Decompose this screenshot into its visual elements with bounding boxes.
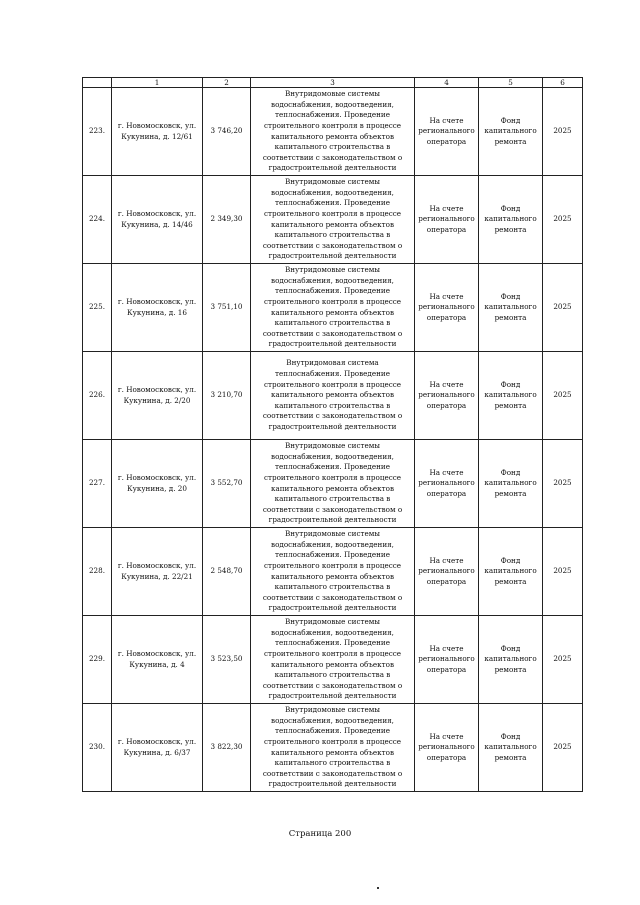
address-cell: г. Новомосковск, ул. Кукунина, д. 20	[112, 440, 203, 528]
account-cell: На счете регионального оператора	[415, 352, 479, 440]
col-header: 3	[251, 78, 415, 88]
year-cell: 2025	[543, 264, 583, 352]
source-cell: Фонд капитального ремонта	[479, 704, 543, 792]
address-cell: г. Новомосковск, ул. Кукунина, д. 4	[112, 616, 203, 704]
area-cell: 2 548,70	[203, 528, 251, 616]
year-cell: 2025	[543, 616, 583, 704]
row-number: 225.	[83, 264, 112, 352]
work-cell: Внутридомовые системы водоснабжения, водоотведения, теплоснабжения. Проведение строительного контроля в процессе капитального ремонта объектов капитального строительства в соответствии с законодательством о градостроительной деятельности	[251, 704, 415, 792]
table-row	[83, 704, 583, 792]
account-cell: На счете регионального оператора	[415, 88, 479, 176]
area-cell: 3 822,30	[203, 704, 251, 792]
table-row	[83, 264, 583, 352]
address-cell: г. Новомосковск, ул. Кукунина, д. 14/46	[112, 176, 203, 264]
header-row	[83, 78, 583, 88]
source-cell: Фонд капитального ремонта	[479, 88, 543, 176]
table-row	[83, 528, 583, 616]
source-cell: Фонд капитального ремонта	[479, 616, 543, 704]
col-header: 2	[203, 78, 251, 88]
col-header: 4	[415, 78, 479, 88]
table-row	[83, 352, 583, 440]
work-cell: Внутридомовые системы водоснабжения, водоотведения, теплоснабжения. Проведение строительного контроля в процессе капитального ремонта объектов капитального строительства в соответствии с законодательством о градостроительной деятельности	[251, 264, 415, 352]
source-cell: Фонд капитального ремонта	[479, 176, 543, 264]
col-header: 5	[479, 78, 543, 88]
address-cell: г. Новомосковск, ул. Кукунина, д. 22/21	[112, 528, 203, 616]
col-header: 6	[543, 78, 583, 88]
area-cell: 3 751,10	[203, 264, 251, 352]
row-number: 224.	[83, 176, 112, 264]
year-cell: 2025	[543, 528, 583, 616]
table-row	[83, 88, 583, 176]
page-number: Страница 200	[288, 829, 352, 839]
col-header	[83, 78, 112, 88]
repair-table	[82, 77, 583, 792]
year-cell: 2025	[543, 88, 583, 176]
year-cell: 2025	[543, 704, 583, 792]
account-cell: На счете регионального оператора	[415, 528, 479, 616]
source-cell: Фонд капитального ремонта	[479, 440, 543, 528]
col-header: 1	[112, 78, 203, 88]
source-cell: Фонд капитального ремонта	[479, 264, 543, 352]
table-row	[83, 440, 583, 528]
year-cell: 2025	[543, 176, 583, 264]
work-cell: Внутридомовые системы водоснабжения, водоотведения, теплоснабжения. Проведение строительного контроля в процессе капитального ремонта объектов капитального строительства в соответствии с законодательством о градостроительной деятельности	[251, 528, 415, 616]
work-cell: Внутридомовые системы водоснабжения, водоотведения, теплоснабжения. Проведение строительного контроля в процессе капитального ремонта объектов капитального строительства в соответствии с законодательством о градостроительной деятельности	[251, 616, 415, 704]
year-cell: 2025	[543, 352, 583, 440]
account-cell: На счете регионального оператора	[415, 616, 479, 704]
account-cell: На счете регионального оператора	[415, 264, 479, 352]
area-cell: 2 349,30	[203, 176, 251, 264]
work-cell: Внутридомовая система теплоснабжения. Проведение строительного контроля в процессе капитального ремонта объектов капитального строительства в соответствии с законодательством о градостроительной деятельности	[251, 352, 415, 440]
scan-speck	[377, 887, 379, 889]
address-cell: г. Новомосковск, ул. Кукунина, д. 16	[112, 264, 203, 352]
row-number: 223.	[83, 88, 112, 176]
row-number: 226.	[83, 352, 112, 440]
account-cell: На счете регионального оператора	[415, 704, 479, 792]
area-cell: 3 210,70	[203, 352, 251, 440]
table-row	[83, 176, 583, 264]
work-cell: Внутридомовые системы водоснабжения, водоотведения, теплоснабжения. Проведение строительного контроля в процессе капитального ремонта объектов капитального строительства в соответствии с законодательством о градостроительной деятельности	[251, 440, 415, 528]
source-cell: Фонд капитального ремонта	[479, 528, 543, 616]
table-row	[83, 616, 583, 704]
area-cell: 3 746,20	[203, 88, 251, 176]
area-cell: 3 523,50	[203, 616, 251, 704]
row-number: 227.	[83, 440, 112, 528]
work-cell: Внутридомовые системы водоснабжения, водоотведения, теплоснабжения. Проведение строительного контроля в процессе капитального ремонта объектов капитального строительства в соответствии с законодательством о градостроительной деятельности	[251, 176, 415, 264]
account-cell: На счете регионального оператора	[415, 440, 479, 528]
row-number: 230.	[83, 704, 112, 792]
address-cell: г. Новомосковск, ул. Кукунина, д. 2/20	[112, 352, 203, 440]
row-number: 228.	[83, 528, 112, 616]
account-cell: На счете регионального оператора	[415, 176, 479, 264]
year-cell: 2025	[543, 440, 583, 528]
area-cell: 3 552,70	[203, 440, 251, 528]
row-number: 229.	[83, 616, 112, 704]
address-cell: г. Новомосковск, ул. Кукунина, д. 12/61	[112, 88, 203, 176]
address-cell: г. Новомосковск, ул. Кукунина, д. 6/37	[112, 704, 203, 792]
work-cell: Внутридомовые системы водоснабжения, водоотведения, теплоснабжения. Проведение строительного контроля в процессе капитального ремонта объектов капитального строительства в соответствии с законодательством о градостроительной деятельности	[251, 88, 415, 176]
source-cell: Фонд капитального ремонта	[479, 352, 543, 440]
